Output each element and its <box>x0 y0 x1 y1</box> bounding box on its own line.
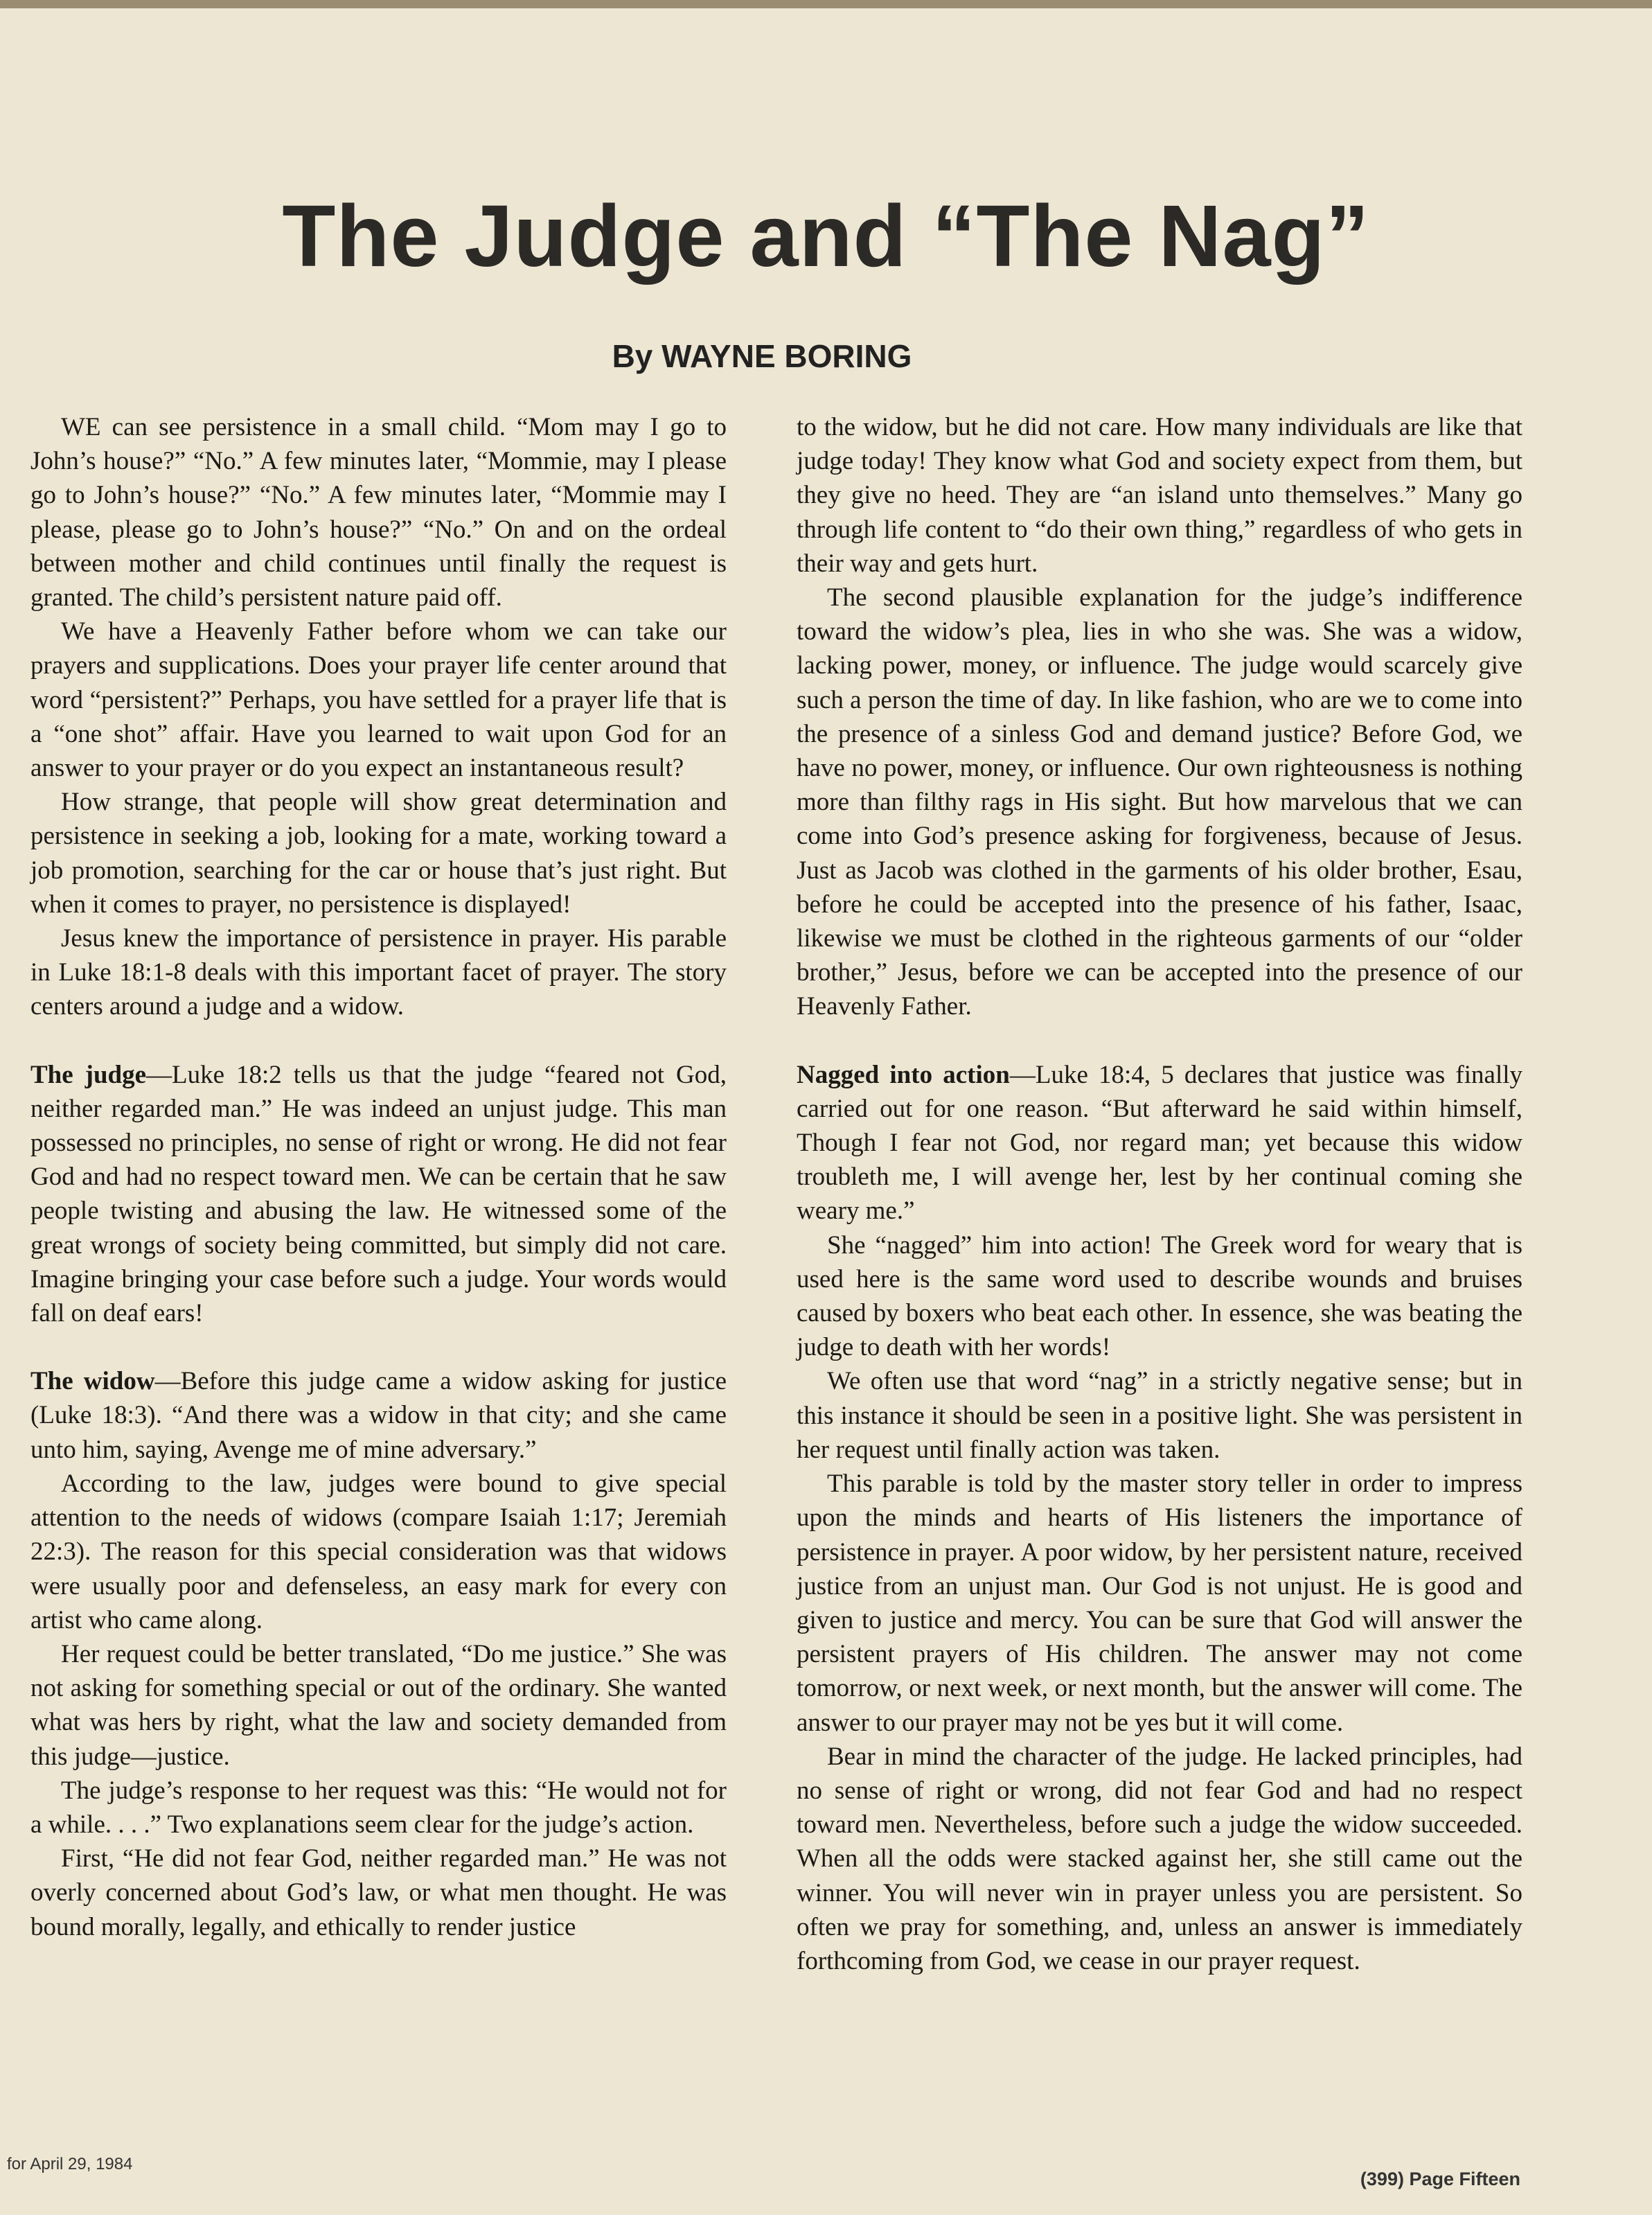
section-text: —Luke 18:4, 5 declares that justice was finally carried out for one reason. “But afterward he said within himself, Though I fear not God, nor regard man; yet because this widow troubleth me, I will avenge her, lest by her continual coming she weary me.” <box>797 1060 1523 1226</box>
body-paragraph: Bear in mind the character of the judge. He lacked principles, had no sense of right or wrong, did not fear God and had no respect toward men. Nevertheless, before such a judge the widow succeeded. When all the odds were stacked against her, she still came out the winner. You will never win in prayer unless you are persistent. So often we pray for something, and, unless an answer is immediately forthcoming from God, we cease in our prayer request. <box>797 1742 1522 1975</box>
body-paragraph: The judge’s response to her request was this: “He would not for a while. . . .” Two explanations seem clear for the judge’s action. <box>30 1776 727 1839</box>
section-paragraph <box>30 1364 727 1467</box>
body-paragraph: According to the law, judges were bound to give special attention to the needs of widows (compare Isaiah 1:17; Jeremiah 22:3). The reason for this special consideration was that widows were usually poor and defenseless, an easy mark for every con artist who came along. <box>30 1469 727 1634</box>
section-heading: Nagged into action <box>797 1060 1010 1089</box>
body-paragraph: Jesus knew the importance of persistence in prayer. His parable in Luke 18:1-8 deals with this important facet of prayer. The story centers around a judge and a widow. <box>30 924 727 1021</box>
section-gap <box>797 1024 1522 1058</box>
section-heading: The judge <box>30 1060 147 1089</box>
section-paragraph <box>30 1058 727 1331</box>
body-paragraph: We have a Heavenly Father before whom we can take our prayers and supplications. Does your prayer life center around that word “persistent?” Perhaps, you have settled for a prayer life that is a “one shot” affair. Have you learned to wait upon God for an answer to your prayer or do you expect an instantaneous result? <box>30 617 727 783</box>
section-heading: The widow <box>30 1367 155 1396</box>
section-gap <box>30 1330 727 1364</box>
body-paragraph: This parable is told by the master story teller in order to impress upon the minds and hearts of His listeners the importance of persistence in prayer. A poor widow, by her persistent nature, received justice from an unjust man. Our God is not unjust. He is good and given to justice and mercy. You can be sure that God will answer the persistent prayers of His children. The answer may not come tomorrow, or next week, or next month, but the answer will come. The answer to our prayer may not be yes but it will come. <box>797 1470 1522 1737</box>
issue-date: for April 29, 1984 <box>7 2155 133 2173</box>
section-text: —Before this judge came a widow asking for justice (Luke 18:3). “And there was a widow in that city; and she came unto him, saying, Avenge me of mine adversary.” <box>30 1367 727 1464</box>
top-edge-shadow <box>0 0 1652 8</box>
page-number: (399) Page Fifteen <box>1360 2169 1520 2189</box>
body-paragraph: WE can see persistence in a small child. “Mom may I go to John’s house?” “No.” A few minutes later, “Mommie, may I please go to John’s house?” “No.” A few minutes later, “Mommie may I please, please go to John’s house?” “No.” On and on the ordeal between mother and child continues until finally the request is granted. The child’s persistent nature paid off. <box>30 413 727 612</box>
body-paragraph: Her request could be better translated, “Do me justice.” She was not asking for something special or out of the ordinary. She wanted what was hers by right, what the law and society demanded from this judge—justice. <box>30 1639 727 1771</box>
body-paragraph: to the widow, but he did not care. How many individuals are like that judge today! They know what God and society expect from them, but they give no heed. They are “an island unto themselves.” Many go through life content to “do their own thing,” regardless of who gets in their way and gets hurt. <box>797 413 1522 578</box>
article-byline: By WAYNE BORING <box>612 338 912 374</box>
left-column <box>30 410 727 1944</box>
section-paragraph <box>797 1058 1522 1228</box>
body-paragraph: She “nagged” him into action! The Greek word for weary that is used here is the same word used to describe wounds and bruises caused by boxers who beat each other. In essence, she was beating the judge to death with her words! <box>797 1230 1522 1362</box>
body-paragraph: First, “He did not fear God, neither regarded man.” He was not overly concerned about God’s law, or what men thought. He was bound morally, legally, and ethically to render justice <box>30 1844 727 1941</box>
body-paragraph: The second plausible explanation for the judge’s indifference toward the widow’s plea, lies in who she was. She was a widow, lacking power, money, or influence. The judge would scarcely give such a person the time of day. In like fashion, who are we to come into the presence of a sinless God and demand justice? Before God, we have no power, money, or influence. Our own righteousness is nothing more than filthy rags in His sight. But how marvelous that we can come into God’s presence asking for forgiveness, because of Jesus. Just as Jacob was clothed in the garments of his older brother, Esau, before he could be accepted into the presence of his father, Isaac, likewise we must be clothed in the righteous garments of our “older brother,” Jesus, before we can be accepted into the presence of our Heavenly Father. <box>797 583 1522 1021</box>
body-paragraph: We often use that word “nag” in a strictly negative sense; but in this instance it should be seen in a positive light. She was persistent in her request until finally action was taken. <box>797 1367 1522 1464</box>
body-paragraph: How strange, that people will show great determination and persistence in seeking a job, looking for a mate, working toward a job promotion, searching for the car or house that’s just right. But when it comes to prayer, no persistence is displayed! <box>30 788 727 919</box>
section-text: —Luke 18:2 tells us that the judge “feared not God, neither regarded man.” He was indeed an unjust judge. This man possessed no principles, no sense of right or wrong. He did not fear God and had no respect toward men. We can be certain that he saw people twisting and abusing the law. He witnessed some of the great wrongs of society being committed, but simply did not care. Imagine bringing your case before such a judge. Your words would fall on deaf ears! <box>30 1060 727 1328</box>
article-title: The Judge and “The Nag” <box>282 187 1370 285</box>
right-column <box>797 410 1522 1978</box>
section-gap <box>30 1024 727 1058</box>
